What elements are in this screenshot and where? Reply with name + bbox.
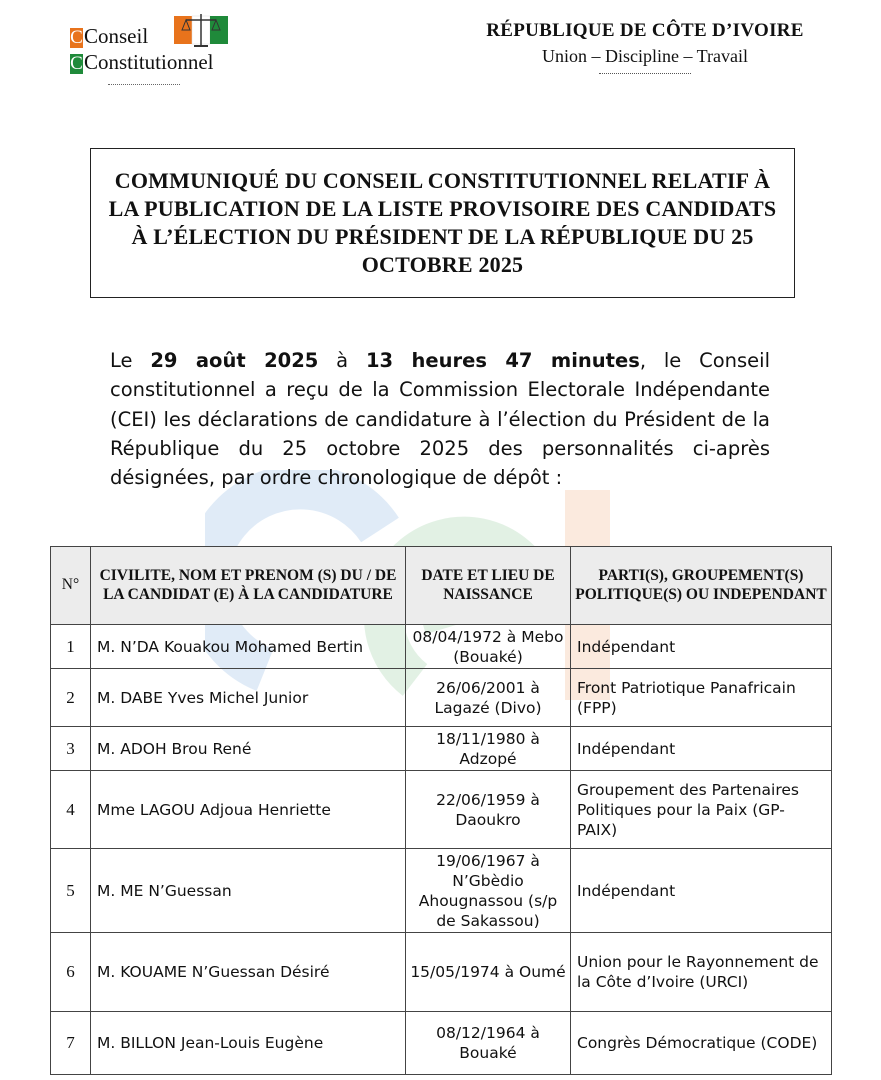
header-birth: DATE ET LIEU DE NAISSANCE bbox=[406, 547, 571, 625]
row-number: 1 bbox=[51, 625, 91, 669]
intro-text-mid: à bbox=[318, 349, 366, 372]
candidates-table bbox=[50, 546, 832, 1075]
candidate-party: Front Patriotique Panafricain (FPP) bbox=[571, 669, 832, 727]
header-candidate: CIVILITE, NOM ET PRENOM (S) DU / DE LA CANDIDAT (E) À LA CANDIDATURE bbox=[91, 547, 406, 625]
header-number: N° bbox=[51, 547, 91, 625]
row-number: 5 bbox=[51, 849, 91, 933]
intro-paragraph bbox=[110, 346, 770, 492]
candidate-birth: 19/06/1967 à N’Gbèdio Ahougnassou (s/p de Sakassou) bbox=[406, 849, 571, 933]
table-row bbox=[51, 727, 832, 771]
candidate-birth: 15/05/1974 à Oumé bbox=[406, 933, 571, 1012]
logo-line-1: CConseil bbox=[70, 24, 149, 48]
row-number: 6 bbox=[51, 933, 91, 1012]
candidate-name: M. ME N’Guessan bbox=[91, 849, 406, 933]
republic-header bbox=[470, 20, 820, 74]
conseil-constitutionnel-logo bbox=[64, 8, 234, 88]
table-row bbox=[51, 625, 832, 669]
logo-divider bbox=[108, 84, 180, 85]
candidate-birth: 22/06/1959 à Daoukro bbox=[406, 771, 571, 849]
motto-divider bbox=[599, 73, 691, 74]
logo-line-1-text: Conseil bbox=[84, 24, 149, 48]
candidates-table-wrapper bbox=[50, 546, 831, 1075]
table-row bbox=[51, 1012, 832, 1075]
intro-date: 29 août 2025 bbox=[150, 349, 319, 372]
intro-text-end: , le Conseil constitutionnel a reçu de la Commission Electorale Indépendante (CEI) les déclarations de candidature à l’élection du Président de la République du 25 octobre 2025 des personnalités ci-après désignées, par ordre chronologique de dépôt : bbox=[110, 349, 770, 490]
communique-title: COMMUNIQUÉ DU CONSEIL CONSTITUTIONNEL RELATIF À LA PUBLICATION DE LA LISTE PROVISOIRE DES CANDIDATS À L’ÉLECTION DU PRÉSIDENT DE LA RÉPUBLIQUE DU 25 OCTOBRE 2025 bbox=[108, 168, 777, 277]
table-row bbox=[51, 849, 832, 933]
table-row bbox=[51, 933, 832, 1012]
logo-line-2-text: Constitutionnel bbox=[84, 50, 214, 74]
candidate-party: Union pour le Rayonnement de la Côte d’Ivoire (URCI) bbox=[571, 933, 832, 1012]
table-row bbox=[51, 669, 832, 727]
header-party: PARTI(S), GROUPEMENT(S) POLITIQUE(S) OU INDEPENDANT bbox=[571, 547, 832, 625]
candidate-name: M. DABE Yves Michel Junior bbox=[91, 669, 406, 727]
candidate-party: Congrès Démocratique (CODE) bbox=[571, 1012, 832, 1075]
candidate-party: Indépendant bbox=[571, 625, 832, 669]
candidate-party: Indépendant bbox=[571, 849, 832, 933]
candidate-name: M. BILLON Jean-Louis Eugène bbox=[91, 1012, 406, 1075]
row-number: 4 bbox=[51, 771, 91, 849]
row-number: 2 bbox=[51, 669, 91, 727]
candidate-party: Groupement des Partenaires Politiques pour la Paix (GP-PAIX) bbox=[571, 771, 832, 849]
table-row bbox=[51, 771, 832, 849]
candidate-name: M. N’DA Kouakou Mohamed Bertin bbox=[91, 625, 406, 669]
row-number: 3 bbox=[51, 727, 91, 771]
logo-line-2: CConstitutionnel bbox=[70, 50, 214, 74]
candidate-name: M. KOUAME N’Guessan Désiré bbox=[91, 933, 406, 1012]
candidate-party: Indépendant bbox=[571, 727, 832, 771]
candidate-birth: 18/11/1980 à Adzopé bbox=[406, 727, 571, 771]
candidate-name: M. ADOH Brou René bbox=[91, 727, 406, 771]
candidate-birth: 08/04/1972 à Mebo (Bouaké) bbox=[406, 625, 571, 669]
republic-title: RÉPUBLIQUE DE CÔTE D’IVOIRE bbox=[486, 20, 804, 41]
candidate-birth: 08/12/1964 à Bouaké bbox=[406, 1012, 571, 1075]
table-header-row bbox=[51, 547, 832, 625]
candidate-name: Mme LAGOU Adjoua Henriette bbox=[91, 771, 406, 849]
republic-motto: Union – Discipline – Travail bbox=[542, 46, 748, 66]
flag-scales-icon bbox=[172, 10, 232, 50]
intro-time: 13 heures 47 minutes bbox=[365, 349, 640, 372]
intro-text-start: Le bbox=[110, 349, 151, 372]
row-number: 7 bbox=[51, 1012, 91, 1075]
candidate-birth: 26/06/2001 à Lagazé (Divo) bbox=[406, 669, 571, 727]
communique-title-box bbox=[90, 148, 795, 298]
